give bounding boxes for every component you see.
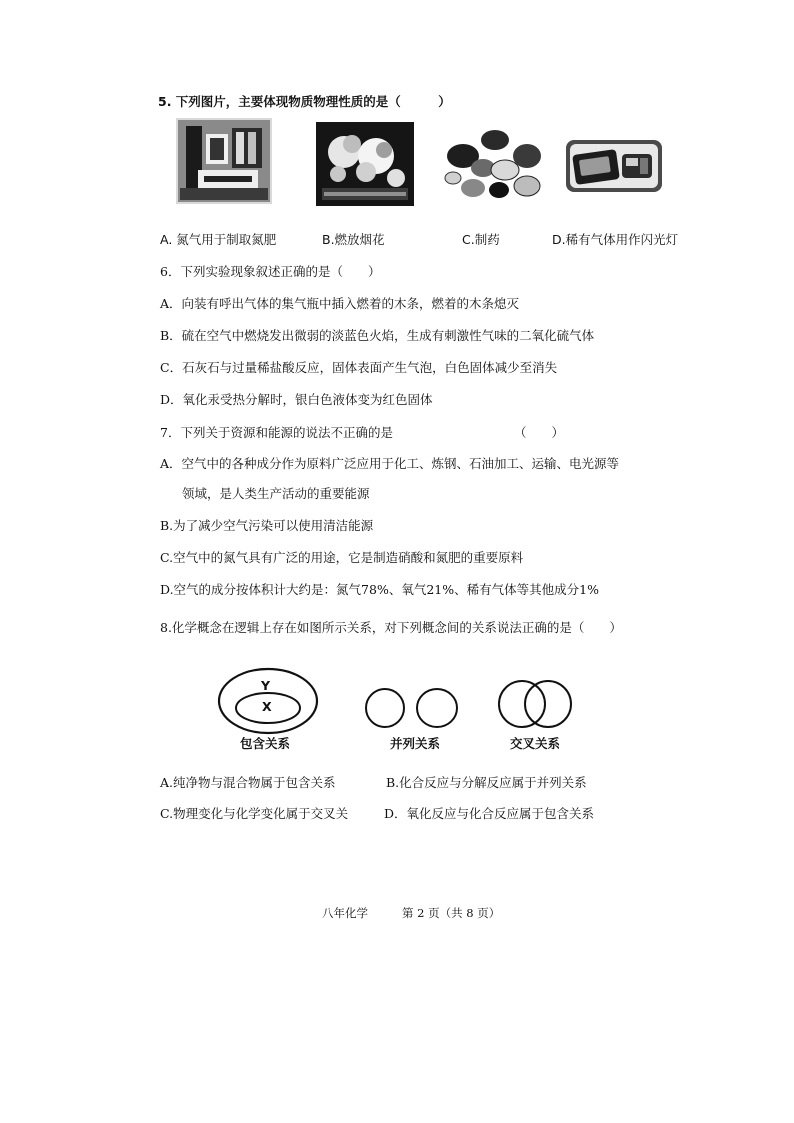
q8-option-d: D．氧化反应与化合反应属于包含关系 bbox=[384, 806, 595, 821]
q7-option-d: D.空气的成分按体积计大约是：氮气78%、氧气21%、稀有气体等其他成分1% bbox=[160, 582, 599, 597]
q8-stem: 8.化学概念在逻辑上存在如图所示关系，对下列概念间的关系说法正确的是（ ） bbox=[160, 620, 622, 635]
footer-subject: 八年化学 bbox=[322, 906, 368, 920]
letter-y: Y bbox=[261, 678, 271, 693]
medicine-pills-photo bbox=[443, 126, 549, 204]
q6-option-a: A．向装有呼出气体的集气瓶中插入燃着的木条，燃着的木条熄灭 bbox=[160, 296, 520, 311]
q8-option-b: B.化合反应与分解反应属于并列关系 bbox=[386, 775, 587, 790]
label-intersection: 交叉关系 bbox=[510, 736, 561, 751]
cross-circle-right bbox=[525, 681, 571, 727]
parallel-circle-right bbox=[417, 689, 457, 727]
parallel-circle-left bbox=[366, 689, 404, 727]
q5-option-b: B.燃放烟花 bbox=[322, 232, 385, 247]
label-containment: 包含关系 bbox=[240, 736, 291, 751]
fireworks-photo bbox=[316, 122, 414, 206]
parallel-diagram bbox=[364, 686, 462, 730]
footer-page-number: 第 2 页（共 8 页） bbox=[402, 906, 501, 920]
intersection-diagram bbox=[496, 678, 576, 730]
q6-stem: 6．下列实验现象叙述正确的是（ ） bbox=[160, 264, 381, 279]
q7-option-a-line1: A．空气中的各种成分作为原料广泛应用于化工、炼钢、石油加工、运输、电光源等 bbox=[160, 456, 620, 471]
containment-diagram bbox=[216, 666, 320, 736]
q5-option-a: A. 氮气用于制取氮肥 bbox=[160, 232, 277, 247]
q7-option-c: C.空气中的氮气具有广泛的用途，它是制造硝酸和氮肥的重要原料 bbox=[160, 550, 524, 565]
q6-option-d: D．氧化汞受热分解时，银白色液体变为红色固体 bbox=[160, 392, 433, 407]
q5-option-d: D.稀有气体用作闪光灯 bbox=[552, 232, 679, 247]
q5-stem: 5. 下列图片，主要体现物质物理性质的是（ ） bbox=[158, 94, 451, 109]
letter-x: X bbox=[262, 699, 272, 714]
q8-option-a: A.纯净物与混合物属于包含关系 bbox=[160, 775, 336, 790]
cross-circle-left bbox=[499, 681, 545, 727]
nitrogen-fertilizer-factory-photo bbox=[176, 118, 272, 204]
q6-option-b: B．硫在空气中燃烧发出微弱的淡蓝色火焰，生成有刺激性气味的二氧化硫气体 bbox=[160, 328, 595, 343]
q7-stem: 7．下列关于资源和能源的说法不正确的是 bbox=[160, 425, 393, 440]
label-parallel: 并列关系 bbox=[390, 736, 441, 751]
q7-answer-paren: （ ） bbox=[514, 425, 565, 440]
q7-option-b: B.为了减少空气污染可以使用清洁能源 bbox=[160, 518, 374, 533]
camera-flash-lamp-photo bbox=[566, 140, 662, 192]
q6-option-c: C．石灰石与过量稀盐酸反应，固体表面产生气泡，白色固体减少至消失 bbox=[160, 360, 558, 375]
q5-option-c: C.制药 bbox=[462, 232, 500, 247]
q7-option-a-line2: 领域，是人类生产活动的重要能源 bbox=[182, 486, 370, 501]
q8-option-c: C.物理变化与化学变化属于交叉关 bbox=[160, 806, 349, 821]
